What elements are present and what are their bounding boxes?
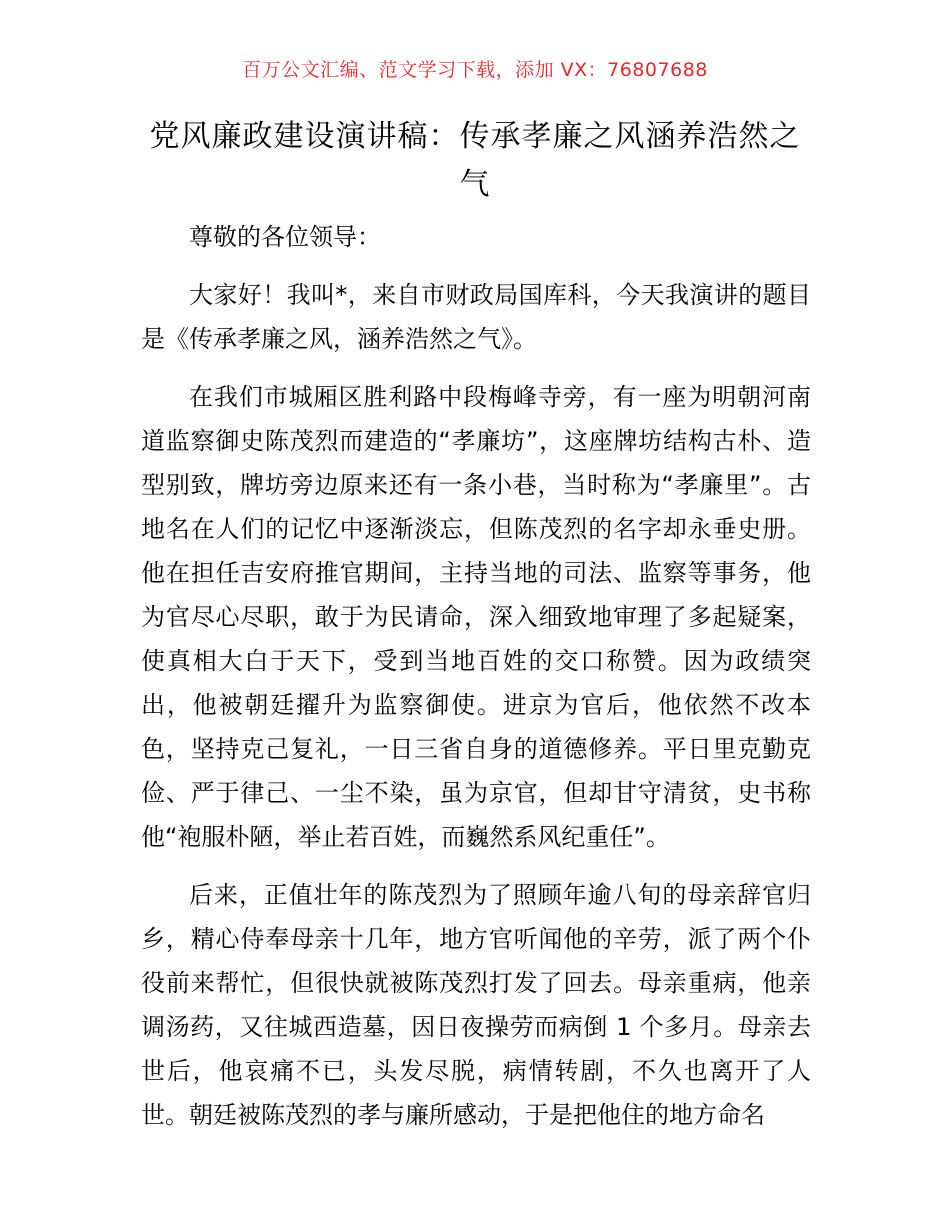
watermark-header: 百万公文汇编、范文学习下载，添加 VX：76807688: [242, 59, 708, 81]
document-body: [141, 215, 811, 1151]
story-continued-paragraph: 后来，正值壮年的陈茂烈为了照顾年逾八旬的母亲辞官归乡，精心侍奉母亲十几年，地方官听闻他的辛劳，派了两个仆役前来帮忙，但很快就被陈茂烈打发了回去。母亲重病，他亲调汤药，又往城西造墓，因日夜操劳而病倒 1 个多月。母亲去世后，他哀痛不已，头发尽脱，病情转剧，不久也离开了人世。朝廷被陈茂烈的孝与廉所感动，于是把他住的地方命名: [141, 881, 811, 1129]
intro-paragraph: 大家好！我叫*，来自市财政局国库科，今天我演讲的题目是《传承孝廉之风，涵养浩然之气》。: [141, 281, 811, 353]
salutation-paragraph: 尊敬的各位领导：: [189, 223, 381, 251]
story-paragraph: 在我们市城厢区胜利路中段梅峰寺旁，有一座为明朝河南道监察御史陈茂烈而建造的“孝廉坊”，这座牌坊结构古朴、造型别致，牌坊旁边原来还有一条小巷，当时称为“孝廉里”。古地名在人们的记忆中逐渐淡忘，但陈茂烈的名字却永垂史册。他在担任吉安府推官期间，主持当地的司法、监察等事务，他为官尽心尽职，敢于为民请命，深入细致地审理了多起疑案，使真相大白于天下，受到当地百姓的交口称赞。因为政绩突出，他被朝廷擢升为监察御使。进京为官后，他依然不改本色，坚持克己复礼，一日三省自身的道德修养。平日里克勤克俭、严于律己、一尘不染，虽为京官，但却甘守清贫，史书称他“袍服朴陋，举止若百姓，而巍然系风纪重任”。: [141, 383, 811, 851]
document-title: 党风廉政建设演讲稿：传承孝廉之风涵养浩然之气: [149, 119, 801, 202]
